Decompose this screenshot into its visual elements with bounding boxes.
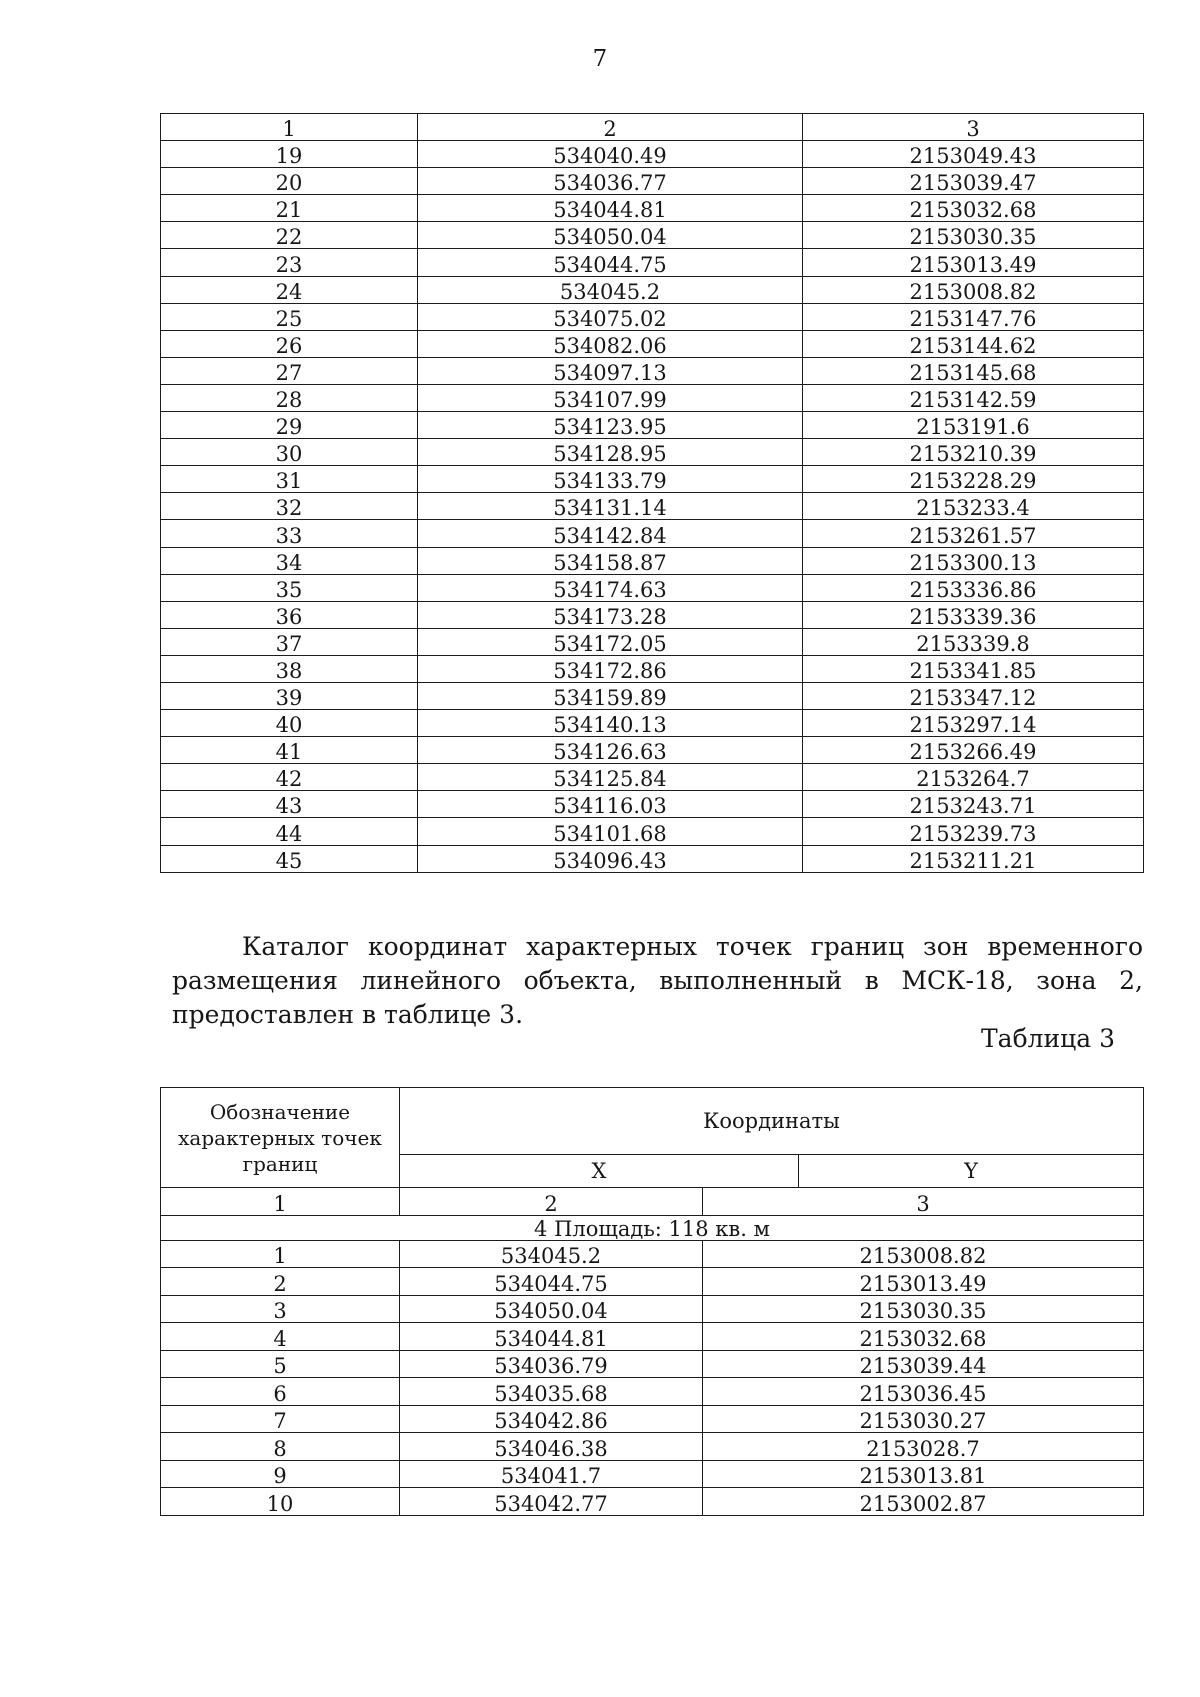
y-coordinate-cell: 2153030.35 — [703, 1295, 1144, 1323]
table-row — [161, 303, 1144, 330]
coordinates-table-continued — [160, 113, 1144, 873]
x-coordinate-cell: 534173.28 — [418, 601, 803, 628]
x-coordinate-cell: 534075.02 — [418, 303, 803, 330]
y-coordinate-cell: 2153211.21 — [803, 845, 1144, 872]
area-cell: 4 Площадь: 118 кв. м — [161, 1215, 1144, 1240]
header-cell: 2 — [418, 114, 803, 141]
x-coordinate-cell: 534116.03 — [418, 791, 803, 818]
point-number-cell: 37 — [161, 628, 418, 655]
table-row — [161, 818, 1144, 845]
x-coordinate-cell: 534040.49 — [418, 141, 803, 168]
y-coordinate-cell: 2153266.49 — [803, 737, 1144, 764]
point-number-cell: 33 — [161, 520, 418, 547]
y-coordinate-cell: 2153147.76 — [803, 303, 1144, 330]
x-coordinate-cell: 534035.68 — [400, 1378, 703, 1406]
x-coordinate-cell: 534045.2 — [418, 276, 803, 303]
x-coordinate-cell: 534046.38 — [400, 1433, 703, 1461]
point-number-cell: 20 — [161, 168, 418, 195]
point-number-cell: 3 — [161, 1295, 400, 1323]
point-number-cell: 4 — [161, 1323, 400, 1351]
y-coordinate-cell: 2153339.8 — [803, 628, 1144, 655]
y-coordinate-cell: 2153008.82 — [703, 1240, 1144, 1268]
x-coordinate-cell: 534128.95 — [418, 439, 803, 466]
x-coordinate-cell: 534042.77 — [400, 1488, 703, 1516]
area-row — [161, 1215, 1144, 1240]
x-coordinate-cell: 534097.13 — [418, 357, 803, 384]
catalog-paragraph: Каталог координат характерных точек границ зон временного размещения линейного объекта, выполненный в МСК-18, зона 2, предоставлен в таблице 3. — [172, 932, 1143, 1029]
x-coordinate-cell: 534142.84 — [418, 520, 803, 547]
point-number-cell: 43 — [161, 791, 418, 818]
point-number-cell: 1 — [161, 1240, 400, 1268]
table-row — [161, 1268, 1144, 1296]
x-coordinate-cell: 534131.14 — [418, 493, 803, 520]
table-row — [161, 141, 1144, 168]
y-coordinate-cell: 2153336.86 — [803, 574, 1144, 601]
y-header: Y — [799, 1155, 1144, 1188]
table-row — [161, 222, 1144, 249]
point-number-cell: 32 — [161, 493, 418, 520]
table-row — [161, 466, 1144, 493]
y-coordinate-cell: 2153013.49 — [803, 249, 1144, 276]
y-coordinate-cell: 2153039.47 — [803, 168, 1144, 195]
table-row — [161, 1323, 1144, 1351]
y-coordinate-cell: 2153032.68 — [703, 1323, 1144, 1351]
y-coordinate-cell: 2153233.4 — [803, 493, 1144, 520]
table-row — [161, 439, 1144, 466]
y-coordinate-cell: 2153030.35 — [803, 222, 1144, 249]
x-coordinate-cell: 534133.79 — [418, 466, 803, 493]
table-row — [161, 357, 1144, 384]
x-coordinate-cell: 534174.63 — [418, 574, 803, 601]
header-cell: 1 — [161, 114, 418, 141]
point-number-cell: 19 — [161, 141, 418, 168]
x-coordinate-cell: 534042.86 — [400, 1405, 703, 1433]
table-row — [161, 1350, 1144, 1378]
point-number-cell: 30 — [161, 439, 418, 466]
table-row — [161, 249, 1144, 276]
designation-header: Обозначение характерных точек границ — [161, 1088, 400, 1188]
table-row — [161, 195, 1144, 222]
table-row — [161, 412, 1144, 439]
point-number-cell: 26 — [161, 330, 418, 357]
point-number-cell: 27 — [161, 357, 418, 384]
x-coordinate-cell: 534140.13 — [418, 710, 803, 737]
x-header: X — [400, 1155, 799, 1188]
point-number-cell: 9 — [161, 1460, 400, 1488]
y-coordinate-cell: 2153144.62 — [803, 330, 1144, 357]
x-coordinate-cell: 534041.7 — [400, 1460, 703, 1488]
y-coordinate-cell: 2153228.29 — [803, 466, 1144, 493]
x-coordinate-cell: 534172.86 — [418, 655, 803, 682]
table-row — [161, 168, 1144, 195]
point-number-cell: 21 — [161, 195, 418, 222]
point-number-cell: 41 — [161, 737, 418, 764]
point-number-cell: 44 — [161, 818, 418, 845]
point-number-cell: 31 — [161, 466, 418, 493]
x-coordinate-cell: 534044.81 — [418, 195, 803, 222]
table-row — [161, 1378, 1144, 1406]
point-number-cell: 45 — [161, 845, 418, 872]
y-coordinate-cell: 2153347.12 — [803, 682, 1144, 709]
table-row — [161, 493, 1144, 520]
point-number-cell: 35 — [161, 574, 418, 601]
point-number-cell: 42 — [161, 764, 418, 791]
y-coordinate-cell: 2153008.82 — [803, 276, 1144, 303]
table-row — [161, 574, 1144, 601]
x-coordinate-cell: 534125.84 — [418, 764, 803, 791]
x-coordinate-cell: 534172.05 — [418, 628, 803, 655]
y-coordinate-cell: 2153039.44 — [703, 1350, 1144, 1378]
point-number-cell: 22 — [161, 222, 418, 249]
table-row — [161, 1405, 1144, 1433]
table-row — [161, 1460, 1144, 1488]
point-number-cell: 2 — [161, 1268, 400, 1296]
y-coordinate-cell: 2153191.6 — [803, 412, 1144, 439]
point-number-cell: 7 — [161, 1405, 400, 1433]
table-row — [161, 330, 1144, 357]
point-number-cell: 28 — [161, 384, 418, 411]
x-coordinate-cell: 534044.75 — [418, 249, 803, 276]
table-row — [161, 655, 1144, 682]
y-coordinate-cell: 2153243.71 — [803, 791, 1144, 818]
header-cell: 2 — [400, 1188, 703, 1216]
x-coordinate-cell: 534036.77 — [418, 168, 803, 195]
point-number-cell: 34 — [161, 547, 418, 574]
x-coordinate-cell: 534123.95 — [418, 412, 803, 439]
y-coordinate-cell: 2153341.85 — [803, 655, 1144, 682]
table-row — [161, 384, 1144, 411]
table-row — [161, 1240, 1144, 1268]
point-number-cell: 36 — [161, 601, 418, 628]
table-number-row — [161, 1188, 1144, 1216]
y-coordinate-cell: 2153264.7 — [803, 764, 1144, 791]
header-cell: 3 — [703, 1188, 1144, 1216]
y-coordinate-cell: 2153028.7 — [703, 1433, 1144, 1461]
table-row — [161, 682, 1144, 709]
table-caption: Таблица 3 — [980, 1024, 1115, 1053]
y-coordinate-cell: 2153239.73 — [803, 818, 1144, 845]
table-row — [161, 1488, 1144, 1516]
x-coordinate-cell: 534101.68 — [418, 818, 803, 845]
point-number-cell: 38 — [161, 655, 418, 682]
header-cell: 1 — [161, 1188, 400, 1216]
x-coordinate-cell: 534158.87 — [418, 547, 803, 574]
y-coordinate-cell: 2153339.36 — [803, 601, 1144, 628]
x-coordinate-cell: 534045.2 — [400, 1240, 703, 1268]
y-coordinate-cell: 2153142.59 — [803, 384, 1144, 411]
y-coordinate-cell: 2153013.81 — [703, 1460, 1144, 1488]
table-row — [161, 520, 1144, 547]
table-row — [161, 1433, 1144, 1461]
table-row — [161, 710, 1144, 737]
x-coordinate-cell: 534082.06 — [418, 330, 803, 357]
y-coordinate-cell: 2153210.39 — [803, 439, 1144, 466]
table-row — [161, 737, 1144, 764]
point-number-cell: 24 — [161, 276, 418, 303]
x-coordinate-cell: 534044.81 — [400, 1323, 703, 1351]
x-coordinate-cell: 534044.75 — [400, 1268, 703, 1296]
y-coordinate-cell: 2153300.13 — [803, 547, 1144, 574]
table-row — [161, 764, 1144, 791]
y-coordinate-cell: 2153145.68 — [803, 357, 1144, 384]
point-number-cell: 6 — [161, 1378, 400, 1406]
point-number-cell: 40 — [161, 710, 418, 737]
y-coordinate-cell: 2153030.27 — [703, 1405, 1144, 1433]
table-row — [161, 601, 1144, 628]
y-coordinate-cell: 2153036.45 — [703, 1378, 1144, 1406]
table-header-row — [161, 114, 1144, 141]
coordinates-header: Координаты — [400, 1088, 1144, 1155]
y-coordinate-cell: 2153002.87 — [703, 1488, 1144, 1516]
y-coordinate-cell: 2153297.14 — [803, 710, 1144, 737]
x-coordinate-cell: 534159.89 — [418, 682, 803, 709]
header-cell: 3 — [803, 114, 1144, 141]
point-number-cell: 23 — [161, 249, 418, 276]
table-row — [161, 845, 1144, 872]
x-coordinate-cell: 534036.79 — [400, 1350, 703, 1378]
point-number-cell: 25 — [161, 303, 418, 330]
x-coordinate-cell: 534050.04 — [400, 1295, 703, 1323]
y-coordinate-cell: 2153013.49 — [703, 1268, 1144, 1296]
y-coordinate-cell: 2153049.43 — [803, 141, 1144, 168]
x-coordinate-cell: 534126.63 — [418, 737, 803, 764]
page-number: 7 — [592, 46, 608, 72]
x-coordinate-cell: 534107.99 — [418, 384, 803, 411]
coordinates-table-3 — [160, 1087, 1144, 1516]
point-number-cell: 29 — [161, 412, 418, 439]
table-row — [161, 1295, 1144, 1323]
x-coordinate-cell: 534050.04 — [418, 222, 803, 249]
table-row — [161, 276, 1144, 303]
table-row — [161, 791, 1144, 818]
point-number-cell: 10 — [161, 1488, 400, 1516]
y-coordinate-cell: 2153032.68 — [803, 195, 1144, 222]
y-coordinate-cell: 2153261.57 — [803, 520, 1144, 547]
x-coordinate-cell: 534096.43 — [418, 845, 803, 872]
table-row — [161, 628, 1144, 655]
table-row — [161, 547, 1144, 574]
point-number-cell: 8 — [161, 1433, 400, 1461]
point-number-cell: 39 — [161, 682, 418, 709]
table-header-row — [161, 1088, 1144, 1155]
point-number-cell: 5 — [161, 1350, 400, 1378]
